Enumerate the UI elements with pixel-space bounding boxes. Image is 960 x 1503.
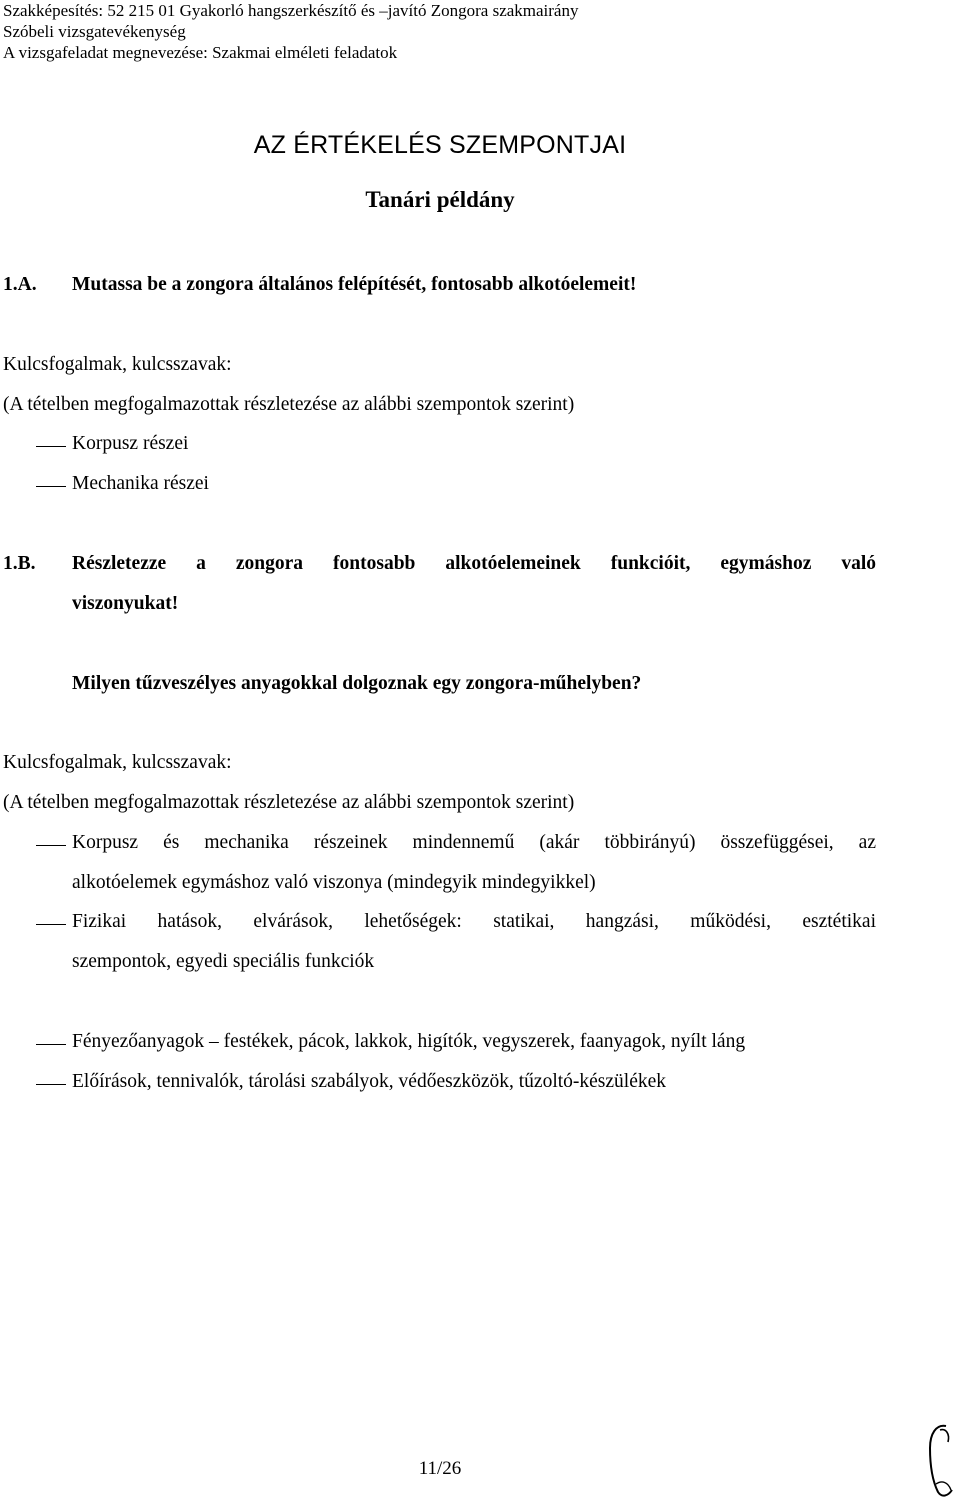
question-1b-number: 1.B. — [3, 553, 36, 574]
keywords-label-1b: Kulcsfogalmak, kulcsszavak: — [3, 752, 232, 773]
keywords-intro-1b: (A tételben megfogalmazottak részletezése az alábbi szempontok szerint) — [3, 792, 575, 813]
list-item: Előírások, tennivalók, tárolási szabályok, védőeszközök, tűzoltó-készülékek — [72, 1071, 667, 1092]
list-item-line1: Korpusz és mechanika részeinek mindennemű (akár többirányú) összefüggései, az — [72, 832, 876, 853]
list-item: Korpusz részei — [72, 433, 189, 454]
dash-bullet-icon — [36, 486, 66, 487]
list-item: Fényezőanyagok – festékek, pácok, lakkok, higítók, vegyszerek, faanyagok, nyílt láng — [72, 1031, 746, 1052]
header-qualification: Szakképesítés: 52 215 01 Gyakorló hangszerkészítő és –javító Zongora szakmairány — [3, 1, 579, 20]
keywords-label-1a: Kulcsfogalmak, kulcsszavak: — [3, 354, 232, 375]
question-1b-second-question: Milyen tűzveszélyes anyagokkal dolgoznak egy zongora-műhelyben? — [72, 673, 642, 694]
document-header — [3, 0, 578, 63]
dash-bullet-icon — [36, 924, 66, 925]
header-task-name: A vizsgafeladat megnevezése: Szakmai elméleti feladatok — [3, 43, 398, 62]
question-1a-text: Mutassa be a zongora általános felépítését, fontosabb alkotóelemeit! — [72, 274, 637, 295]
page-title: AZ ÉRTÉKELÉS SZEMPONTJAI — [253, 131, 627, 159]
list-item-line2: alkotóelemek egymáshoz való viszonya (mindegyik mindegyikkel) — [72, 872, 596, 893]
question-1b-text-line2: viszonyukat! — [72, 593, 179, 614]
keywords-intro-1a: (A tételben megfogalmazottak részletezése az alábbi szempontok szerint) — [3, 394, 575, 415]
list-item-line1: Fizikai hatások, elvárások, lehetőségek: statikai, hangzási, működési, esztétikai — [72, 911, 876, 932]
list-item: Mechanika részei — [72, 473, 209, 494]
page-subtitle: Tanári példány — [365, 187, 515, 212]
handwritten-mark-icon — [918, 1420, 958, 1500]
question-1b-text-line1: Részletezze a zongora fontosabb alkotóelemeinek funkcióit, egymáshoz való — [72, 553, 876, 574]
page-number: 11/26 — [418, 1458, 462, 1479]
dash-bullet-icon — [36, 1084, 66, 1085]
header-exam-activity: Szóbeli vizsgatevékenység — [3, 22, 186, 41]
dash-bullet-icon — [36, 1044, 66, 1045]
dash-bullet-icon — [36, 446, 66, 447]
list-item-line2: szempontok, egyedi speciális funkciók — [72, 951, 375, 972]
dash-bullet-icon — [36, 845, 66, 846]
question-1a-number: 1.A. — [3, 274, 37, 295]
